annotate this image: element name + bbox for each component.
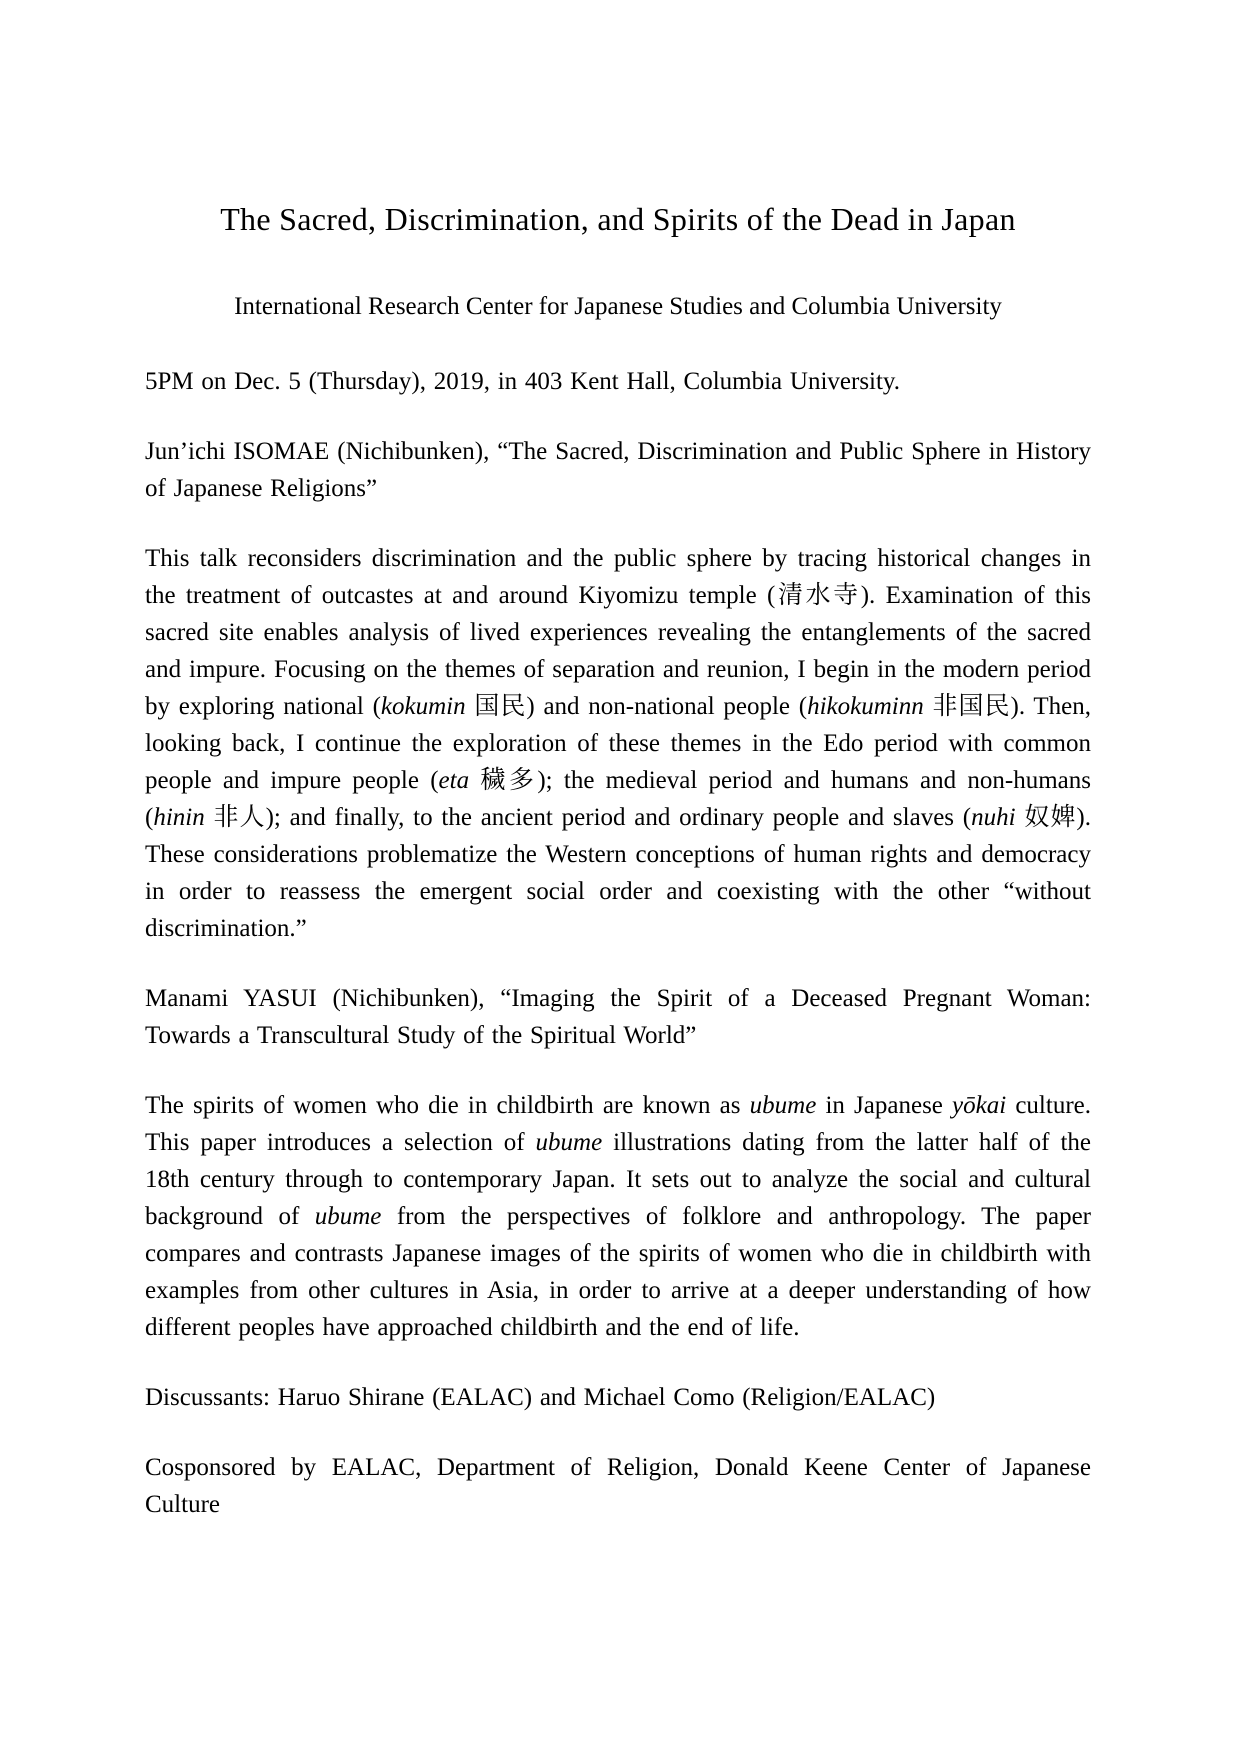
- talk1-abstract: This talk reconsiders discrimination and the public sphere by tracing historical changes in the treatment of outcastes at and around Kiyomizu temple (清水寺). Examination of this sacred site enables analysis of lived experiences revealing the entanglements of the sacred and impure. Focusing on the themes of separation and reunion, I begin in the modern period by exploring national (kokumin 国民) and non-national people (hikokuminn 非国民). Then, looking back, I continue the exploration of these themes in the Edo period with common people and impure people (eta 穢多); the medieval period and humans and non-humans (hinin 非人); and finally, to the ancient period and ordinary people and slaves (nuhi 奴婢). These considerations problematize the Western conceptions of human rights and democracy in order to reassess the emergent social order and coexisting with the other “without discrimination.”: [145, 545, 1092, 942]
- talk2-abstract: The spirits of women who die in childbirth are known as ubume in Japanese yōkai culture. This paper introduces a selection of ubume illustrations dating from the latter half of the 18th century through to contemporary Japan. It sets out to analyze the social and cultural background of ubume from the perspectives of folklore and anthropology. The paper compares and contrasts Japanese images of the spirits of women who die in childbirth with examples from other cultures in Asia, in order to arrive at a deeper understanding of how different peoples have approached childbirth and the end of life.: [145, 1092, 1091, 1341]
- talk2-heading: Manami YASUI (Nichibunken), “Imaging the Spirit of a Deceased Pregnant Woman: Towards a Transcultural Study of the Spiritual World”: [145, 985, 1091, 1049]
- cosponsors-line: Cosponsored by EALAC, Department of Religion, Donald Keene Center of Japanese Culture: [145, 1454, 1091, 1518]
- event-datetime: 5PM on Dec. 5 (Thursday), 2019, in 403 Kent Hall, Columbia University.: [145, 368, 901, 395]
- document-subtitle: International Research Center for Japanese Studies and Columbia University: [234, 293, 1002, 320]
- discussants-line: Discussants: Haruo Shirane (EALAC) and Michael Como (Religion/EALAC): [145, 1384, 936, 1411]
- talk1-heading: Jun’ichi ISOMAE (Nichibunken), “The Sacred, Discrimination and Public Sphere in History of Japanese Religions”: [145, 438, 1091, 502]
- document-title: The Sacred, Discrimination, and Spirits of the Dead in Japan: [220, 201, 1016, 237]
